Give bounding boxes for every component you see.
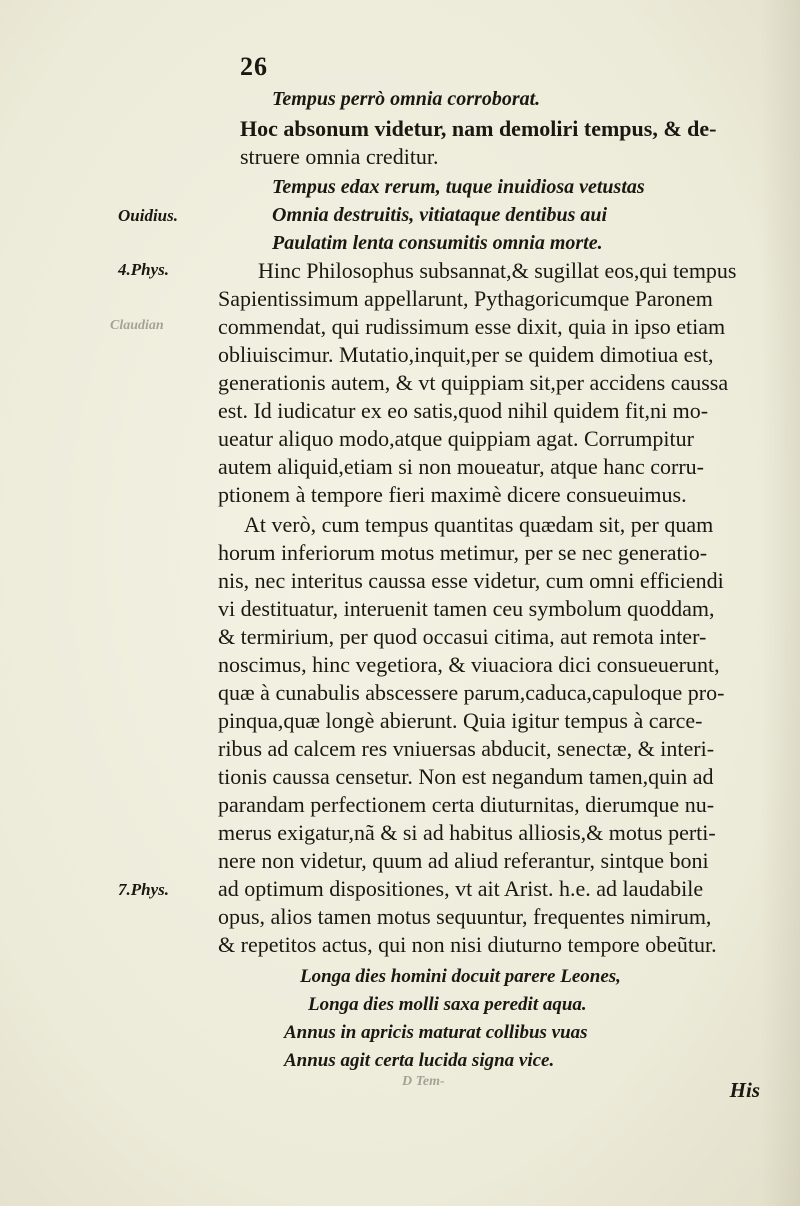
text-line: parandam perfectionem certa diuturnitas, dierumque nu- [218, 792, 715, 817]
margin-note-phys-7: 7.Phys. [118, 880, 169, 899]
text-line: noscimus, hinc vegetiora, & viuaciora dici consueuerunt, [218, 652, 720, 677]
text-line: & termirium, per quod occasui citima, aut remota inter- [218, 624, 707, 649]
text-line: Hinc Philosophus subsannat,& sugillat eos,qui tempus [258, 258, 737, 283]
text-line: generationis autem, & vt quippiam sit,per accidens caussa [218, 370, 729, 395]
text-line: pinqua,quæ longè abierunt. Quia igitur tempus à carce- [218, 708, 703, 733]
section-heading: Tempus perrò omnia corroborat. [272, 88, 541, 110]
margin-note-phys-4: 4.Phys. [118, 260, 169, 279]
text-line: At verò, cum tempus quantitas quædam sit, per quam [244, 512, 714, 537]
text-line: autem aliquid,etiam si non moueatur, atque hanc corru- [218, 454, 705, 479]
text-line: obliuiscimur. Mutatio,inquit,per se quidem dimotiua est, [218, 342, 714, 367]
verse-line: Longa dies molli saxa peredit aqua. [308, 994, 587, 1015]
text-line: ueatur aliquo modo,atque quippiam agat. Corrumpitur [218, 426, 694, 451]
text-line: vi destituatur, interuenit tamen ceu symbolum quoddam, [218, 596, 715, 621]
page-edge-shadow [760, 0, 800, 1206]
catchword: His [729, 1078, 760, 1102]
text-line: Hoc absonum videtur, nam demoliri tempus, & de- [240, 116, 717, 141]
verse-line: Annus agit certa lucida signa vice. [284, 1050, 555, 1071]
page-number: 26 [240, 52, 268, 81]
text-line: nere non videtur, quum ad aliud referantur, sintque boni [218, 848, 709, 873]
text-line: commendat, qui rudissimum esse dixit, quia in ipso etiam [218, 314, 726, 339]
verse-line: Annus in apricis maturat collibus vuas [284, 1022, 588, 1043]
text-line: horum inferiorum motus metimur, per se nec generatio- [218, 540, 708, 565]
text-line: ribus ad calcem res vniuersas abducit, senectæ, & interi- [218, 736, 715, 761]
margin-note-ovid: Ouidius. [118, 206, 178, 225]
quote-line: Tempus edax rerum, tuque inuidiosa vetustas [272, 176, 645, 198]
bleed-through-text: Claudian [110, 318, 164, 333]
quote-line: Omnia destruitis, vitiataque dentibus aui [272, 204, 608, 226]
text-line: struere omnia creditur. [240, 144, 439, 169]
verse-line: Longa dies homini docuit parere Leones, [300, 966, 621, 987]
text-line: nis, nec interitus caussa esse videtur, cum omni efficiendi [218, 568, 724, 593]
quote-line: Paulatim lenta consumitis omnia morte. [272, 232, 603, 254]
text-line: ptionem à tempore fieri maximè dicere consueuimus. [218, 482, 687, 507]
text-line: tionis caussa censetur. Non est negandum tamen,quin ad [218, 764, 714, 789]
text-line: merus exigatur,nã & si ad habitus alliosis,& motus perti- [218, 820, 716, 845]
text-line: Sapientissimum appellarunt, Pythagoricumque Paronem [218, 286, 713, 311]
text-line: opus, alios tamen motus sequuntur, frequentes nimirum, [218, 904, 712, 929]
bleed-through-text: D Tem- [402, 1074, 445, 1089]
text-line: quæ à cunabulis abscessere parum,caduca,capuloque pro- [218, 680, 725, 705]
text-line: est. Id iudicatur ex eo satis,quod nihil quidem fit,ni mo- [218, 398, 709, 423]
text-line: ad optimum dispositiones, vt ait Arist. h.e. ad laudabile [218, 876, 704, 901]
text-line: & repetitos actus, qui non nisi diuturno tempore obeũtur. [218, 932, 717, 957]
